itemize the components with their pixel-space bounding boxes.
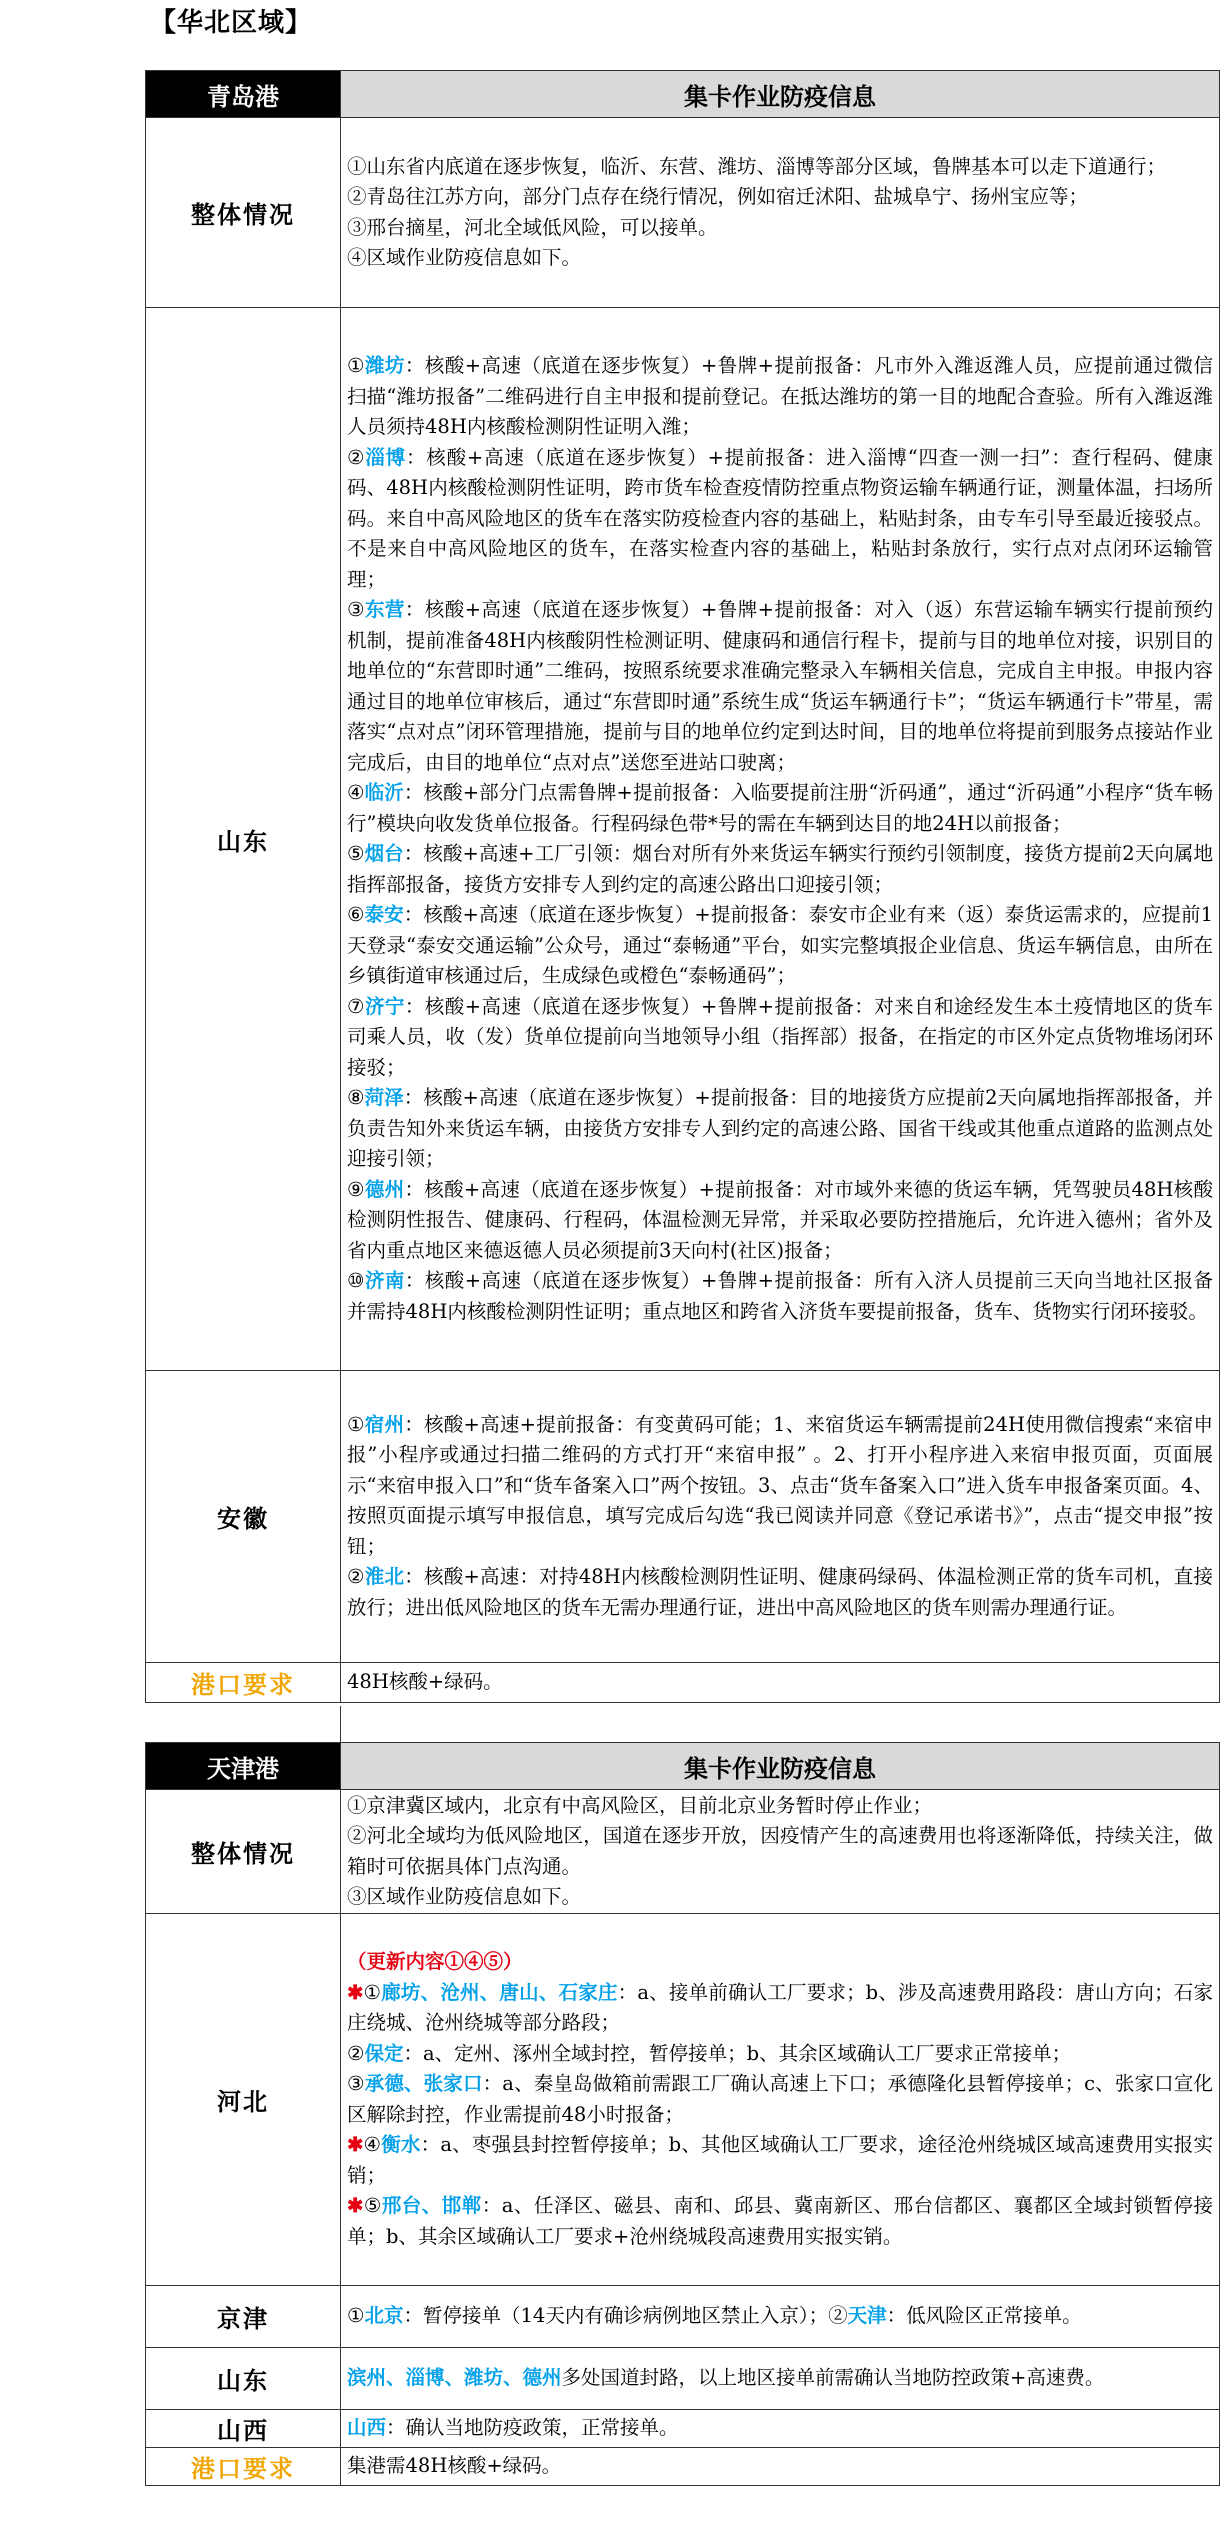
city-name: 宿州 [364,1412,405,1436]
city-name: 泰安 [364,903,404,926]
jingjin-label: 京津 [146,2286,341,2348]
overall-line: ③区域作业防疫信息如下。 [347,1885,582,1908]
shandong-label: 山东 [146,308,341,1371]
shandong-item: ②淄博：核酸+高速（底道在逐步恢复）+提前报备：进入淄博“四查一测一扫”：查行程码、健康码、48H内核酸检测阴性证明，跨市货车检查疫情防控重点物资运输车辆通行证，测量体温，扫场所码。来自中高风险地区的货车在落实防疫检查内容的基础上，粘贴封条，由专车引导至最近接驳点。不是来自中高风险地区的货车，在落实检查内容的基础上，粘贴封条放行，实行点对点闭环运输管理； [347,445,1213,591]
city-name: 保定 [364,2041,404,2065]
qingdao-port-req-label: 港口要求 [146,1663,341,1703]
city-name: 菏泽 [364,1086,404,1109]
city-name: 淄博 [365,445,406,469]
update-note: （更新内容①④⑤） [347,1950,523,1973]
anhui-content [341,1371,1220,1663]
tianjin-shandong-label: 山东 [146,2348,341,2410]
city-name: 临沂 [364,781,404,804]
city-name: 潍坊 [364,354,405,377]
shanxi-label: 山西 [146,2410,341,2448]
tianjin-port-title: 天津港 [146,1743,341,1790]
shandong-item: ①潍坊：核酸+高速（底道在逐步恢复）+鲁牌+提前报备：凡市外入潍返潍人员，应提前通过微信扫描“潍坊报备”二维码进行自主申报和提前登记。在抵达潍坊的第一目的地配合查验。所有入潍返潍人员须持48H内核酸检测阴性证明入潍； [347,354,1213,438]
city-name: 邢台、邯郸 [381,2194,482,2217]
shandong-item: ⑤烟台：核酸+高速+工厂引领：烟台对所有外来货运车辆实行预约引领制度，接货方提前2天向属地指挥部报备，接货方安排专人到约定的高速公路出口迎接引领； [347,842,1213,896]
hebei-item: ②保定：a、定州、涿州全域封控，暂停接单；b、其余区域确认工厂要求正常接单； [347,2041,1072,2065]
city-name: 滨州、淄博、潍坊、德州 [347,2366,562,2390]
shandong-item: ⑥泰安：核酸+高速（底道在逐步恢复）+提前报备：泰安市企业有来（返）泰货运需求的，应提前1天登录“泰安交通运输”公众号，通过“泰畅通”平台，如实完整填报企业信息、货运车辆信息，由所在乡镇街道审核通过后，生成绿色或橙色“泰畅通码”； [347,903,1213,987]
overall-line: ③邢台摘星，河北全域低风险，可以接单。 [347,215,718,239]
city-name: 济宁 [364,994,405,1018]
shanxi-content: 山西：确认当地防疫政策，正常接单。 [341,2410,1220,2448]
shandong-item: ⑧菏泽：核酸+高速（底道在逐步恢复）+提前报备：目的地接货方应提前2天向属地指挥部报备，并负责告知外来货运车辆，由接货方安排专人到约定的高速公路、国省干线或其他重点道路的监测点处迎接引领； [347,1086,1213,1170]
jingjin-content: ①北京：暂停接单（14天内有确诊病例地区禁止入京）；②天津：低风险区正常接单。 [341,2286,1220,2348]
qingdao-table-header: 集卡作业防疫信息 [341,71,1220,118]
tianjin-port-table [145,1742,1220,2486]
star-icon: ✱ [347,1980,364,2004]
overall-line: ②青岛往江苏方向，部分门点存在绕行情况，例如宿迁沭阳、盐城阜宁、扬州宝应等； [347,185,1089,208]
shandong-item: ③东营：核酸+高速（底道在逐步恢复）+鲁牌+提前报备：对入（返）东营运输车辆实行提前预约机制，提前准备48H内核酸阴性检测证明、健康码和通信行程卡，提前与目的地单位对接，识别目的地单位的“东营即时通”二维码，按照系统要求准确完整录入车辆相关信息，完成自主申报。申报内容通过目的地单位审核后，通过“东营即时通”系统生成“货运车辆通行卡”；“货运车辆通行卡”带星，需落实“点对点”闭环管理措施，提前与目的地单位约定到达时间，目的地单位将提前到服务点接站作业完成后，由目的地单位“点对点”送您至进站口驶离； [347,598,1213,774]
qingdao-overall-label: 整体情况 [146,118,341,308]
qingdao-overall-content [341,118,1220,308]
overall-line: ①京津冀区域内，北京有中高风险区，目前北京业务暂时停止作业； [347,1793,933,1817]
city-name: 德州 [364,1177,405,1201]
anhui-item: ②淮北：核酸+高速：对持48H内核酸检测阴性证明、健康码绿码、体温检测正常的货车司机，直接放行；进出低风险地区的货车无需办理通行证，进出中高风险地区的货车则需办理通行证。 [347,1565,1213,1619]
anhui-item: ①宿州：核酸+高速+提前报备：有变黄码可能；1、来宿货运车辆需提前24H使用微信搜索“来宿申报”小程序或通过扫描二维码的方式打开“来宿申报” 。2、打开小程序进入来宿申报页面，页面展示“来宿申报入口”和“货车备案入口”两个按钮。3、点击“货车备案入口”进入货车申报备案页面。4、按照页面提示填写申报信息，填写完成后勾选“我已阅读并同意《登记承诺书》”，点击“提交申报”按钮； [347,1412,1214,1558]
overall-line: ①山东省内底道在逐步恢复，临沂、东营、潍坊、淄博等部分区域，鲁牌基本可以走下道通行； [347,154,1167,178]
qingdao-port-req-text: 48H核酸+绿码。 [341,1663,1220,1703]
city-name: 衡水 [381,2133,421,2156]
table-divider [340,1706,341,1742]
city-name: 北京 [364,2304,404,2328]
tianjin-shandong-content: 滨州、淄博、潍坊、德州多处国道封路，以上地区接单前需确认当地防控政策+高速费。 [341,2348,1220,2410]
city-name: 东营 [364,598,405,621]
qingdao-port-table [145,70,1220,1703]
star-icon: ✱ [347,2194,364,2217]
overall-line: ④区域作业防疫信息如下。 [347,246,582,269]
qingdao-port-title: 青岛港 [146,71,341,118]
tianjin-port-req-label: 港口要求 [146,2448,341,2486]
city-name: 天津 [847,2304,887,2328]
shandong-item: ⑩济南：核酸+高速（底道在逐步恢复）+鲁牌+提前报备：所有入济人员提前三天向当地社区报备并需持48H内核酸检测阴性证明；重点地区和跨省入济货车要提前报备，货车、货物实行闭环接驳。 [347,1269,1213,1323]
tianjin-overall-label: 整体情况 [146,1790,341,1914]
city-name: 济南 [364,1269,405,1292]
city-name: 廊坊、沧州、唐山、石家庄 [381,1980,618,2004]
hebei-item: ✱④衡水：a、枣强县封控暂停接单；b、其他区域确认工厂要求，途径沧州绕城区域高速费用实报实销； [347,2133,1214,2187]
tianjin-port-req-text: 集港需48H核酸+绿码。 [341,2448,1220,2486]
tianjin-overall-content [341,1790,1220,1914]
city-name: 烟台 [364,842,404,865]
hebei-item: ✱①廊坊、沧州、唐山、石家庄：a、接单前确认工厂要求；b、涉及高速费用路段：唐山方向；石家庄绕城、沧州绕城等部分路段； [347,1980,1213,2034]
hebei-item: ✱⑤邢台、邯郸：a、任泽区、磁县、南和、邱县、冀南新区、邢台信都区、襄都区全域封锁暂停接单；b、其余区域确认工厂要求+沧州绕城段高速费用实报实销。 [347,2194,1213,2248]
tianjin-table-header: 集卡作业防疫信息 [341,1743,1220,1790]
city-name: 承德、张家口 [364,2072,483,2095]
hebei-label: 河北 [146,1914,341,2286]
star-icon: ✱ [347,2133,364,2156]
shandong-item: ⑦济宁：核酸+高速（底道在逐步恢复）+鲁牌+提前报备：对来自和途经发生本土疫情地区的货车司乘人员，收（发）货单位提前向当地领导小组（指挥部）报备，在指定的市区外定点货物堆场闭环接驳； [347,994,1213,1079]
overall-line: ②河北全域均为低风险地区，国道在逐步开放，因疫情产生的高速费用也将逐渐降低，持续关注，做箱时可依据具体门点沟通。 [347,1824,1213,1878]
anhui-label: 安徽 [146,1371,341,1663]
city-name: 淮北 [364,1565,405,1589]
hebei-content [341,1914,1220,2286]
shandong-content [341,308,1220,1371]
shandong-item: ④临沂：核酸+部分门点需鲁牌+提前报备：入临要提前注册“沂码通”，通过“沂码通”小程序“货车畅行”模块向收发货单位报备。行程码绿色带*号的需在车辆到达目的地24H以前报备； [347,781,1213,835]
shandong-item: ⑨德州：核酸+高速（底道在逐步恢复）+提前报备：对市域外来德的货运车辆，凭驾驶员48H核酸检测阴性报告、健康码、行程码，体温检测无异常，并采取必要防控措施后，允许进入德州；省外及省内重点地区来德返德人员必须提前3天向村(社区)报备； [347,1177,1214,1262]
region-title: 【华北区域】 [150,8,313,38]
hebei-item: ③承德、张家口：a、秦皇岛做箱前需跟工厂确认高速上下口；承德隆化县暂停接单；c、张家口宣化区解除封控，作业需提前48小时报备； [347,2072,1213,2126]
city-name: 山西 [347,2416,387,2440]
